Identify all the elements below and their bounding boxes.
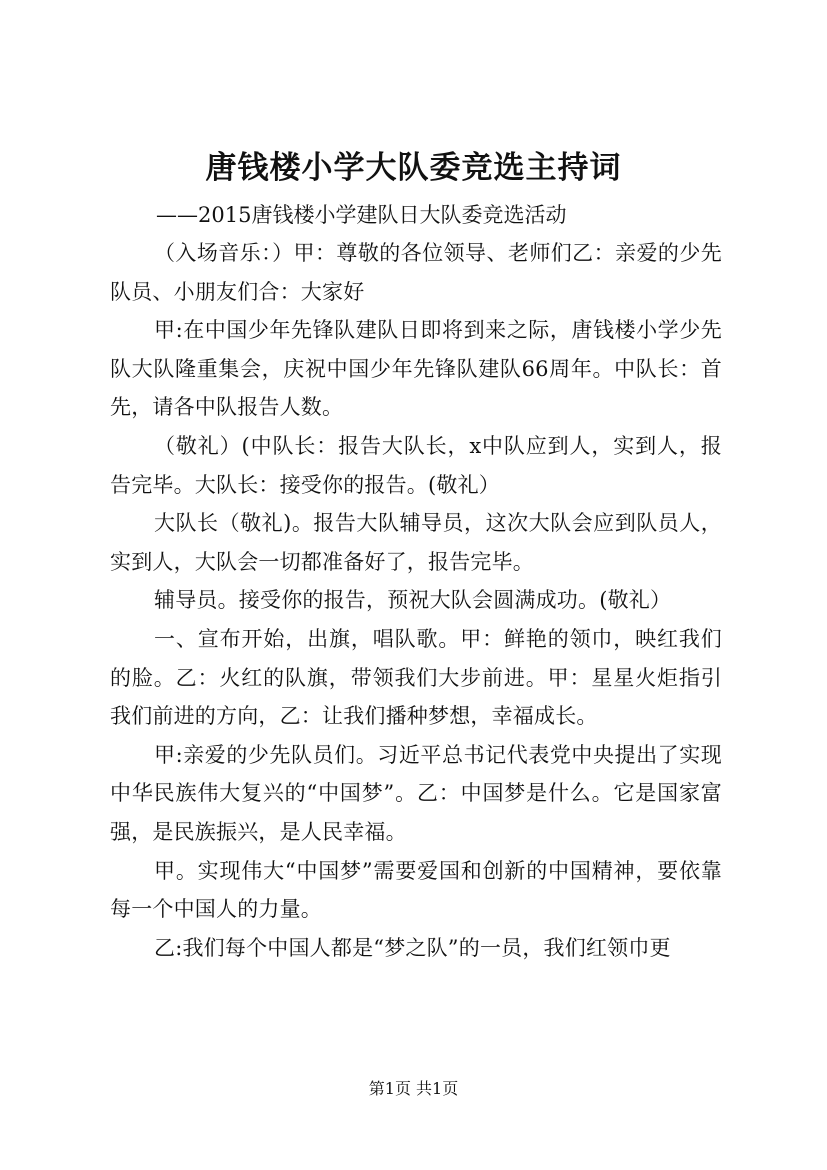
paragraph: 乙:我们每个中国人都是“梦之队”的一员，我们红领巾更 — [154, 935, 671, 960]
document-body — [110, 234, 722, 967]
paragraph: 甲:亲爱的少先队员们。习近平总书记代表党中央提出了实现中华民族伟大复兴的“中国梦”。乙：中国梦是什么。它是国家富强，是民族振兴，是人民幸福。 — [110, 742, 722, 844]
document-subtitle: ——2015唐钱楼小学建队日大队委竞选活动 — [156, 203, 567, 227]
paragraph: 甲:在中国少年先锋队建队日即将到来之际，唐钱楼小学少先队大队隆重集会，庆祝中国少年先锋队建队66周年。中队长：首先，请各中队报告人数。 — [110, 318, 722, 420]
paragraph: （敬礼）(中队长：报告大队长，x中队应到人，实到人，报告完毕。大队长：接受你的报告。(敬礼） — [110, 433, 722, 497]
paragraph: 大队长（敬礼)。报告大队辅导员，这次大队会应到队员人，实到人，大队会一切都准备好了，报告完毕。 — [110, 511, 722, 574]
document-title: 唐钱楼小学大队委竞选主持词 — [205, 150, 622, 186]
paragraph: 一、宣布开始，出旗，唱队歌。甲：鲜艳的领巾，映红我们的脸。乙：火红的队旗，带领我们大步前进。甲：星星火炬指引我们前进的方向，乙：让我们播种梦想，幸福成长。 — [110, 626, 722, 729]
page-number-footer: 第1页 共1页 — [368, 1079, 459, 1098]
paragraph: 辅导员。接受你的报告，预祝大队会圆满成功。(敬礼） — [154, 588, 672, 613]
paragraph: （入场音乐：）甲：尊敬的各位领导、老师们乙：亲爱的少先队员、小朋友们合：大家好 — [110, 241, 722, 304]
paragraph: 甲。实现伟大“中国梦”需要爱国和创新的中国精神，要依靠每一个中国人的力量。 — [110, 858, 722, 922]
